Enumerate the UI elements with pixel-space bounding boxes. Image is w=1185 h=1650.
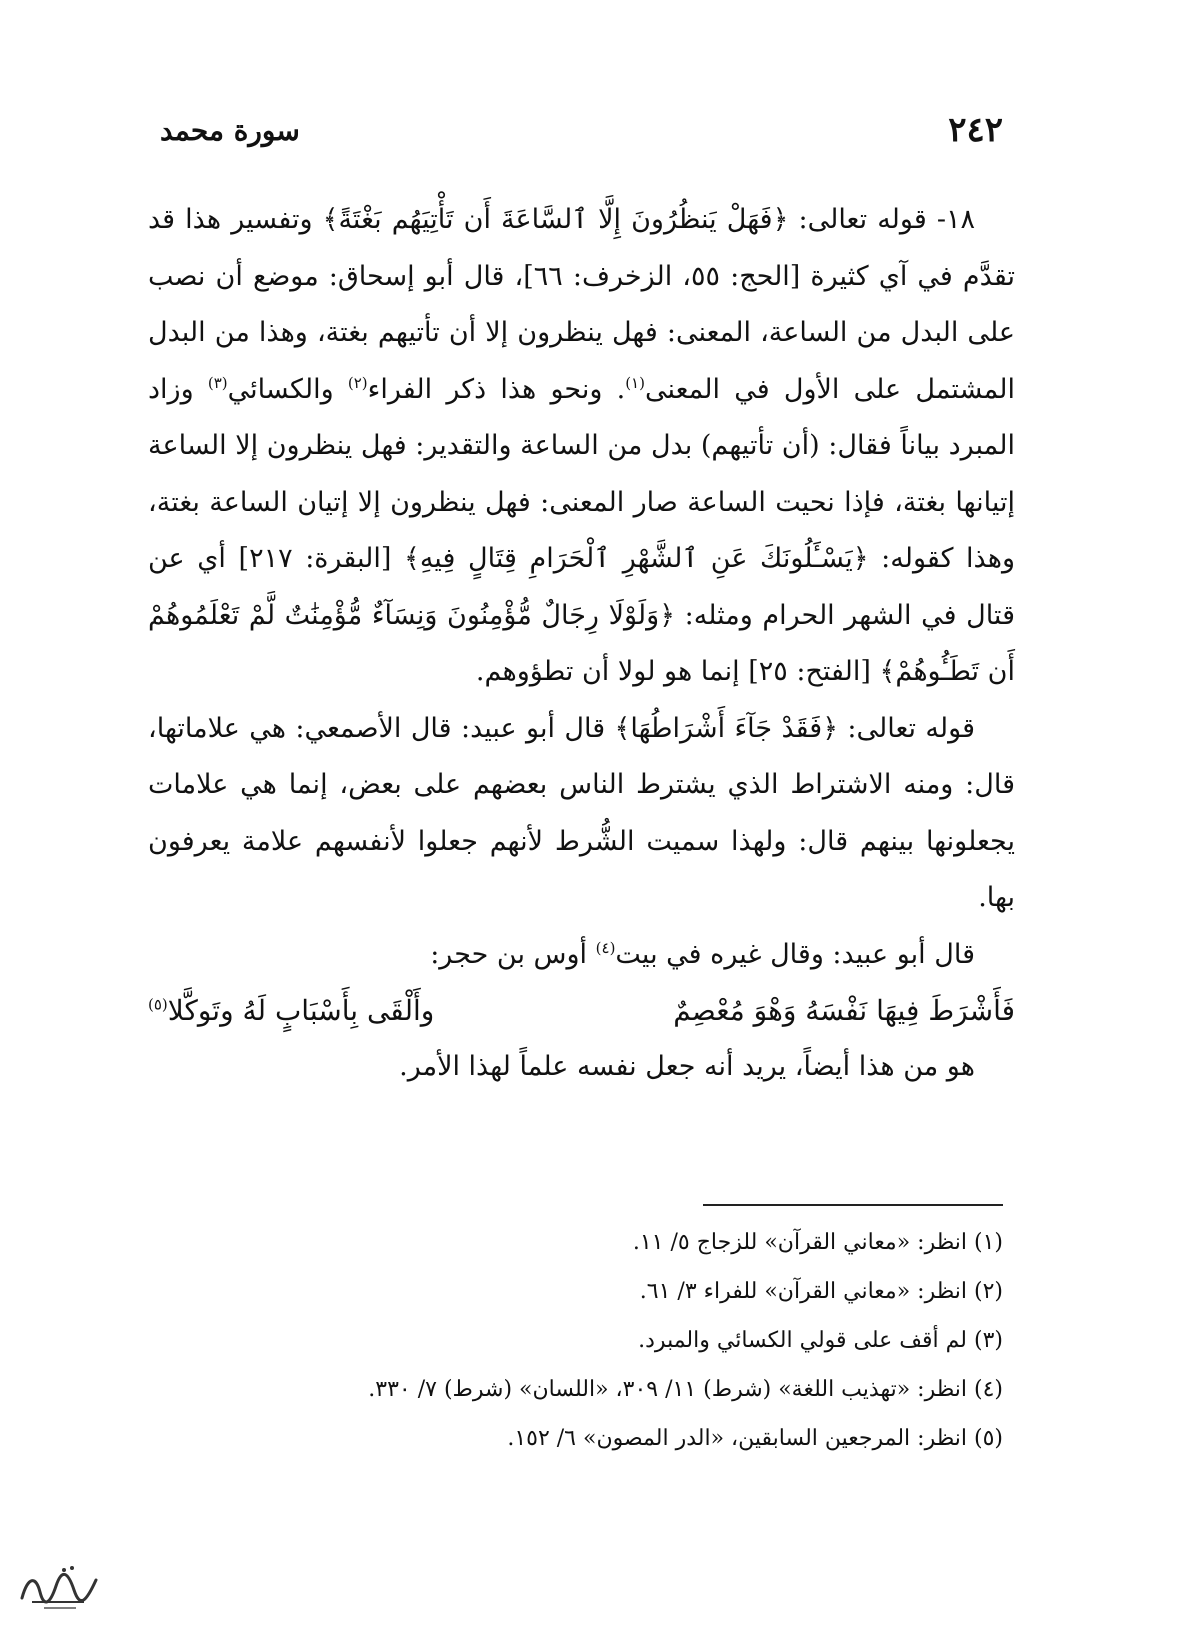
footnote-ref-5: (٥) [148, 995, 168, 1014]
library-logo-icon [14, 1558, 104, 1618]
footnote-2: (٢) انظر: «معاني القرآن» للفراء ٣/ ٦١. [639, 1279, 1003, 1304]
footnote-4: (٤) انظر: «تهذيب اللغة» (شرط) ١١/ ٣٠٩، «اللسان» (شرط) ٧/ ٣٣٠. [368, 1377, 1003, 1402]
footnote-ref-3: (٣) [207, 373, 228, 392]
verse-text: وأَلْقَى بِأَسْبَابٍ لَهُ وتَوكَّلا [167, 994, 435, 1027]
verse-second-hemistich [148, 983, 434, 1039]
paragraph-text: أوس بن حجر: [430, 938, 596, 970]
running-title: سورة محمد [160, 114, 300, 147]
paragraph-text: والكسائي [227, 373, 348, 405]
page-header [160, 110, 1003, 160]
page-number: ٢٤٢ [948, 110, 1003, 150]
footnote-divider [703, 1204, 1003, 1206]
footnote-5: (٥) انظر: المرجعين السابقين، «الدر المصون» ٦/ ١٥٢. [507, 1426, 1003, 1451]
paragraph-text: وزاد المبرد بياناً فقال: (أن تأتيهم) بدل من الساعة والتقدير: فهل ينظرون إلا الساعة إتيانها بغتة، فإذا نحيت الساعة صار المعنى: فهل ينظرون إلا إتيان الساعة بغتة، وهذا كقوله: ﴿يَسْـَٔلُونَكَ عَنِ ٱلشَّهْرِ ٱلْحَرَامِ قِتَالٍ فِيهِ﴾ [البقرة: ٢١٧] أي عن قتال في الشهر الحرام ومثله: ﴿وَلَوْلَا رِجَالٌ مُّؤْمِنُونَ وَنِسَآءٌ مُّؤْمِنَٰتٌ لَّمْ تَعْلَمُوهُمْ أَن تَطَـُٔوهُمْ﴾ [الفتح: ٢٥] إنما هو لولا أن تطؤوهم. [148, 373, 1015, 687]
paragraph-ashratuha: قوله تعالى: ﴿فَقَدْ جَآءَ أَشْرَاطُهَا﴾ قال أبو عبيد: قال الأصمعي: هي علاماتها، قال: ومنه الاشتراط الذي يشترط الناس بعضهم على بعض، إنما هي علامات يجعلونها بينهم قال: ولهذا سميت الشُّرط لأنهم جعلوا لأنفسهم علامة يعرفون بها. [148, 712, 1015, 913]
poetry-verse [148, 983, 1015, 1039]
footnote-ref-2: (٢) [347, 373, 368, 392]
verse-first-hemistich: فَأَشْرَطَ فِيهَا نَفْسَهُ وَهْوَ مُعْصِمٌ [673, 994, 1015, 1027]
main-text [148, 192, 1015, 1096]
paragraph-abu-ubaid [148, 927, 1015, 984]
footnotes [260, 1218, 1003, 1463]
paragraph-text: قال أبو عبيد: وقال غيره في بيت [615, 938, 975, 970]
footnote-ref-4: (٤) [595, 938, 616, 957]
paragraph-text: ١٨- قوله تعالى: ﴿فَهَلْ يَنظُرُونَ إِلَّا ٱلسَّاعَةَ أَن تَأْتِيَهُم بَغْتَةً﴾ وتفسير هذا قد تقدَّم في آي كثيرة [الحج: ٥٥، الزخرف: ٦٦]، قال أبو إسحاق: موضع أن نصب على البدل من الساعة، المعنى: فهل ينظرون إلا أن تأتيهم بغتة، وهذا من البدل المشتمل على الأول في المعنى [148, 204, 1016, 405]
paragraph-18 [148, 192, 1015, 701]
paragraph-text: . ونحو هذا ذكر الفراء [367, 373, 626, 405]
paragraph-conclusion: هو من هذا أيضاً، يريد أنه جعل نفسه علماً لهذا الأمر. [399, 1051, 975, 1082]
footnote-ref-1: (١) [625, 373, 645, 392]
footnote-1: (١) انظر: «معاني القرآن» للزجاج ٥/ ١١. [632, 1230, 1003, 1255]
footnote-3: (٣) لم أقف على قولي الكسائي والمبرد. [638, 1328, 1003, 1353]
